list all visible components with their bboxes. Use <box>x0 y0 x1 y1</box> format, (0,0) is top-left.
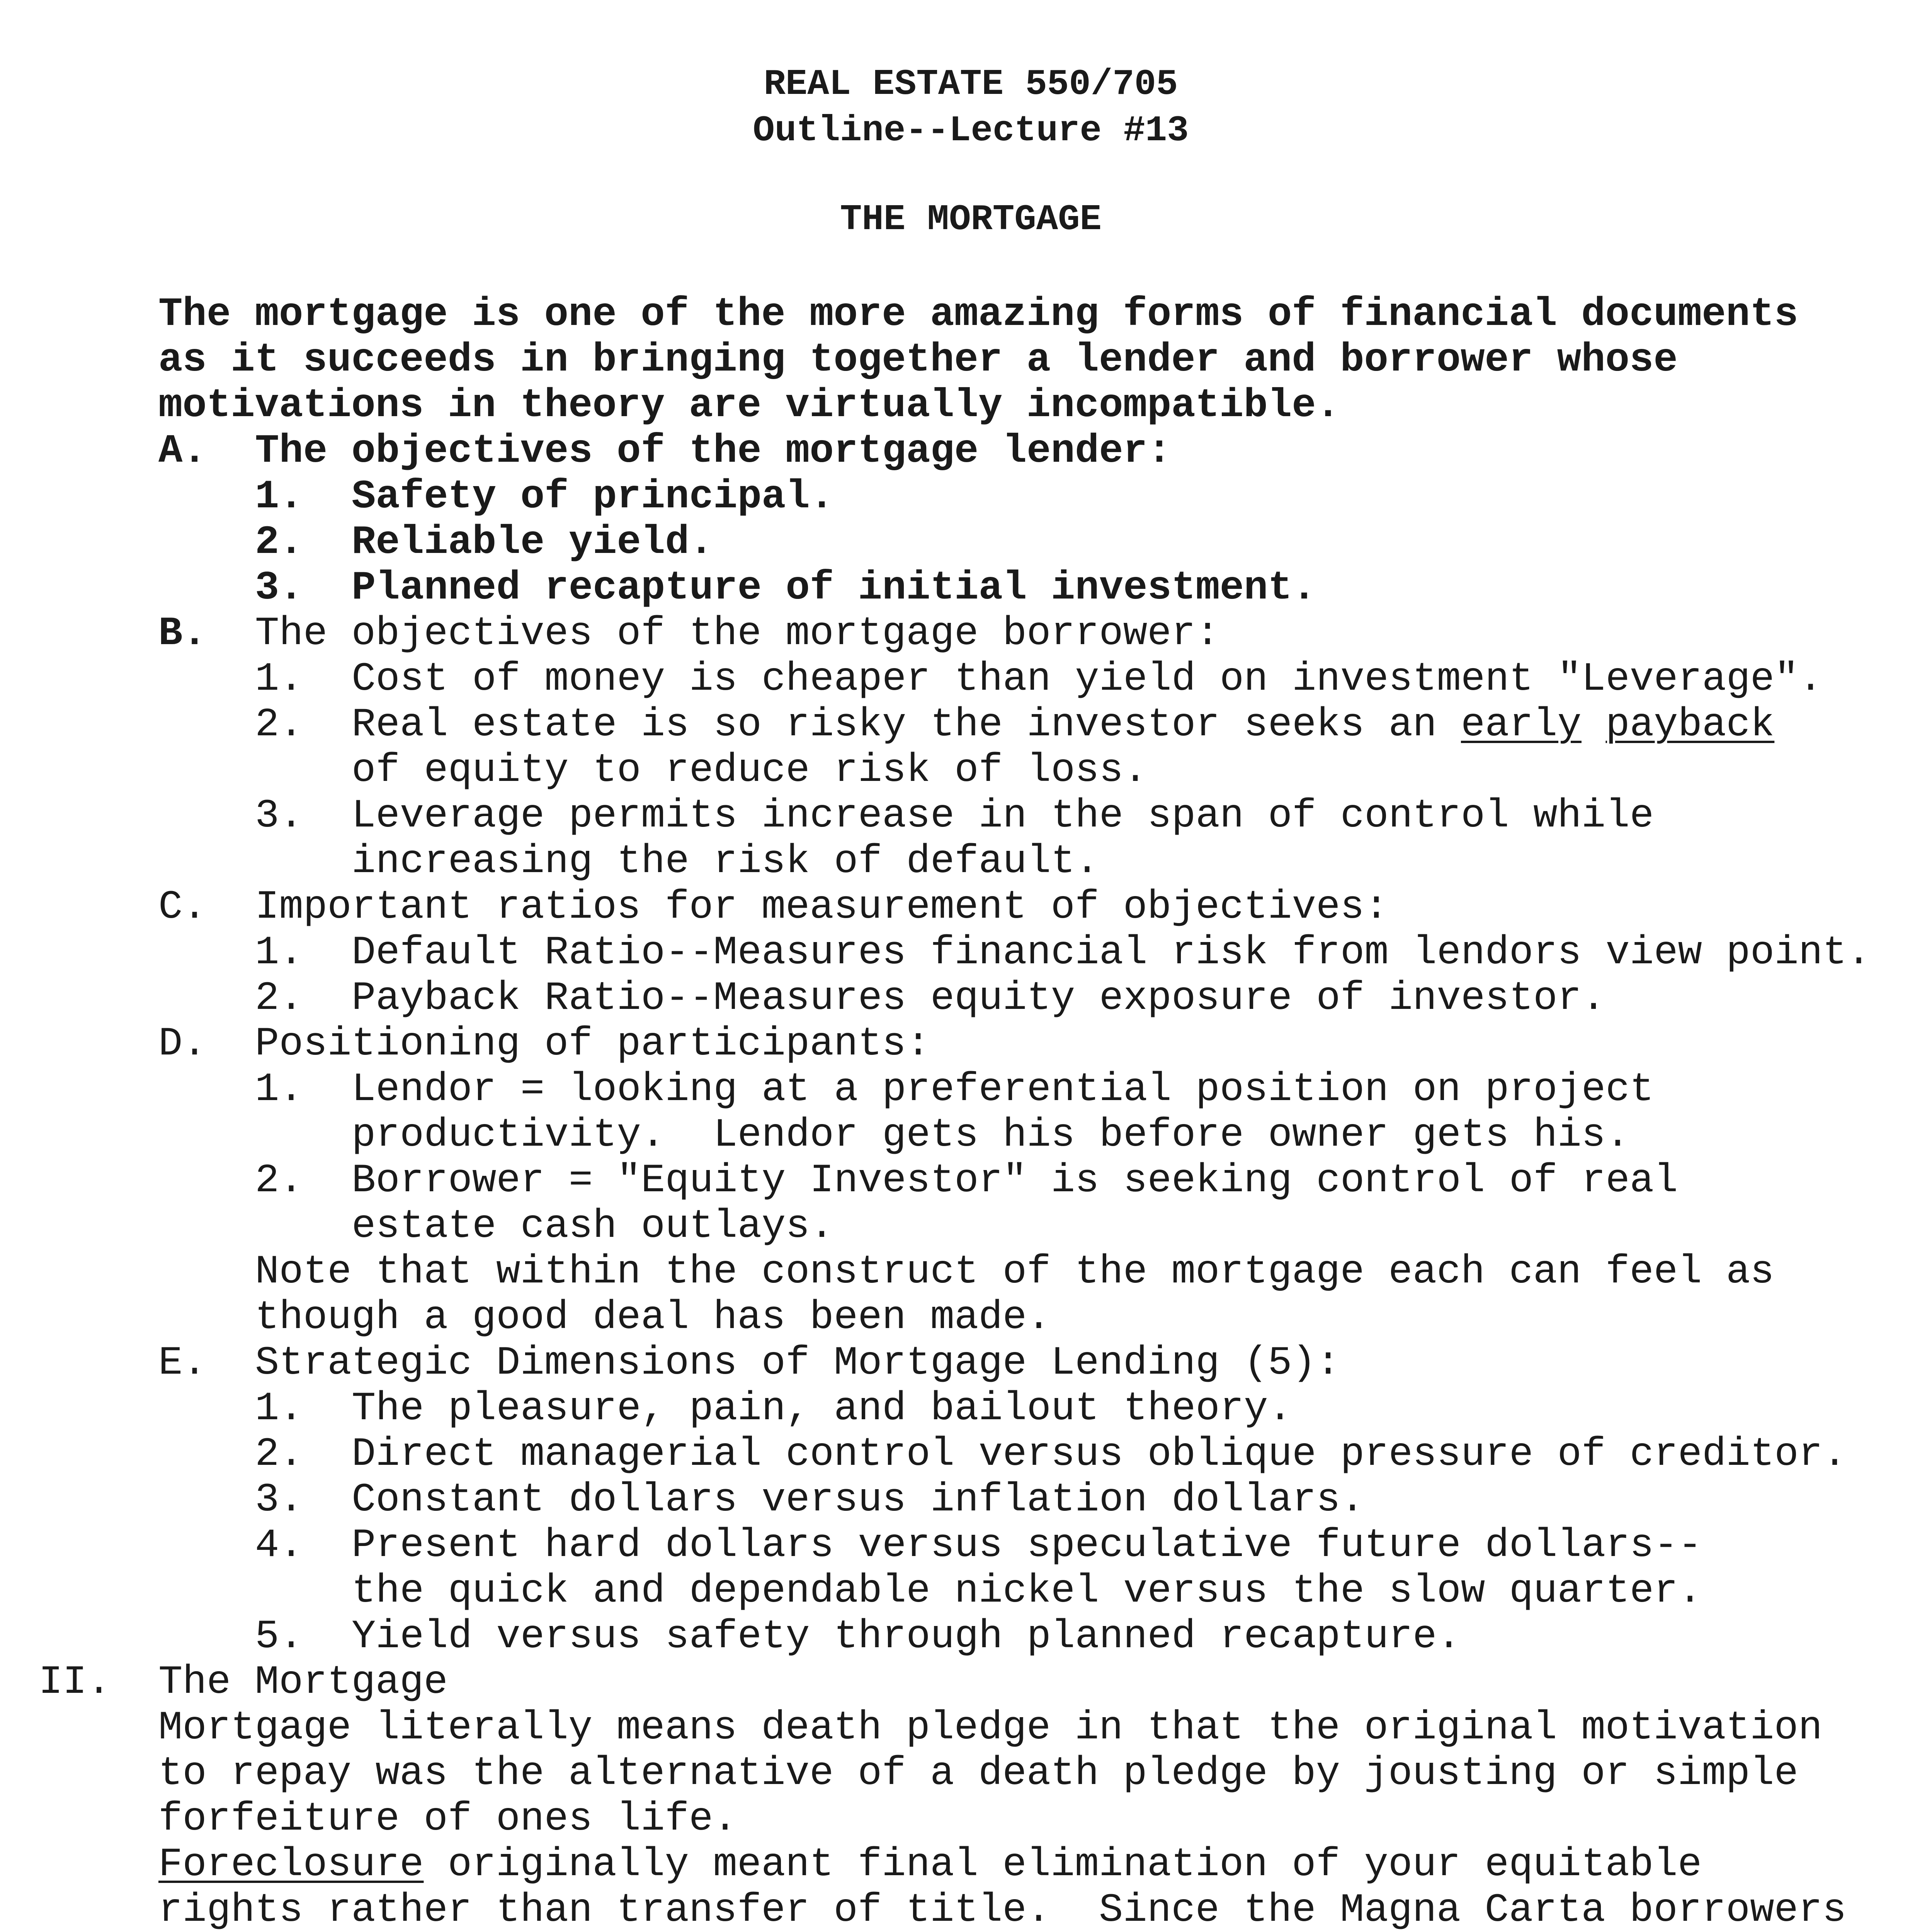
intro-line: as it succeeds in bringing together a lender and borrower whose <box>158 337 1678 383</box>
section-title: Important ratios for measurement of objectives: <box>255 884 1389 930</box>
underlined-word: Foreclosure <box>158 1842 424 1888</box>
list-item <box>255 1067 1654 1112</box>
paragraph-line: Mortgage literally means death pledge in that the original motivation <box>158 1705 1823 1751</box>
section-title: Strategic Dimensions of Mortgage Lending (5): <box>255 1340 1340 1386</box>
item-text: Leverage permits increase in the span of control while <box>352 793 1654 839</box>
section-b-heading <box>158 611 1219 656</box>
intro-line: The mortgage is one of the more amazing forms of financial documents <box>158 292 1798 337</box>
list-item <box>255 793 1654 839</box>
list-item <box>255 1523 1702 1568</box>
section-label: II. <box>39 1660 111 1705</box>
item-text <box>1582 702 1605 748</box>
list-item <box>255 976 1605 1021</box>
item-number: 1. <box>255 656 303 702</box>
section-e-heading <box>158 1340 1340 1386</box>
underlined-word: payback <box>1605 702 1775 748</box>
course-title: REAL ESTATE 550/705 <box>764 64 1178 105</box>
lecture-title: Outline--Lecture #13 <box>753 111 1189 151</box>
page-title: THE MORTGAGE <box>840 199 1102 240</box>
paragraph-line: to repay was the alternative of a death pledge by jousting or simple <box>158 1751 1798 1796</box>
section-title: Positioning of participants: <box>255 1021 930 1067</box>
item-number: 1. <box>255 930 303 976</box>
item-text: Safety of principal. <box>352 474 834 520</box>
item-text: Constant dollars versus inflation dollars. <box>352 1477 1365 1523</box>
paragraph-line <box>158 1842 1702 1888</box>
item-number: 4. <box>255 1523 303 1568</box>
item-text: Reliable yield. <box>352 520 714 565</box>
item-text: Cost of money is cheaper than yield on investment "Leverage". <box>352 656 1823 702</box>
section-c-heading <box>158 884 1388 930</box>
list-item <box>255 1614 1461 1660</box>
section-label: D. <box>158 1021 207 1067</box>
item-number: 3. <box>255 1477 303 1523</box>
item-number: 1. <box>255 1386 303 1432</box>
item-text: Lendor = looking at a preferential position on project <box>352 1067 1654 1112</box>
list-item <box>255 565 1316 611</box>
section-title: The objectives of the mortgage borrower: <box>255 611 1220 656</box>
item-text: Planned recapture of initial investment. <box>352 565 1316 611</box>
list-item <box>255 702 1774 748</box>
section-title: The objectives of the mortgage lender: <box>255 429 1172 474</box>
note-line: though a good deal has been made. <box>255 1295 1051 1340</box>
item-text: Borrower = "Equity Investor" is seeking control of real <box>352 1158 1678 1204</box>
item-text: Yield versus safety through planned recapture. <box>352 1614 1461 1660</box>
item-text: Payback Ratio--Measures equity exposure of investor. <box>352 976 1606 1021</box>
item-number: 1. <box>255 474 303 520</box>
item-number: 1. <box>255 1067 303 1112</box>
item-number: 3. <box>255 793 303 839</box>
paragraph-text: originally meant final elimination of your equitable <box>423 1842 1702 1888</box>
list-item <box>255 930 1871 976</box>
section-title: The Mortgage <box>158 1660 448 1705</box>
list-item <box>255 474 834 520</box>
list-item <box>255 1386 1292 1432</box>
list-item <box>255 656 1823 702</box>
item-text: The pleasure, pain, and bailout theory. <box>352 1386 1292 1432</box>
section-d-heading <box>158 1021 930 1067</box>
item-text: Present hard dollars versus speculative future dollars-- <box>352 1523 1702 1568</box>
section-label: A. <box>158 429 207 474</box>
item-text: Default Ratio--Measures financial risk from lendors view point. <box>352 930 1871 976</box>
item-text: Direct managerial control versus oblique pressure of creditor. <box>352 1432 1847 1477</box>
item-number: 2. <box>255 702 303 748</box>
item-number: 2. <box>255 520 303 565</box>
item-number: 5. <box>255 1614 303 1660</box>
section-label: E. <box>158 1340 207 1386</box>
item-number: 2. <box>255 1432 303 1477</box>
section-a-heading <box>158 429 1172 474</box>
intro-line: motivations in theory are virtually incompatible. <box>158 383 1340 429</box>
section-label: B. <box>158 611 207 656</box>
underlined-word: early <box>1461 702 1582 748</box>
item-number: 2. <box>255 1158 303 1204</box>
item-continuation: of equity to reduce risk of loss. <box>352 748 1148 793</box>
section-label: C. <box>158 884 207 930</box>
item-continuation: estate cash outlays. <box>352 1204 834 1249</box>
item-number: 3. <box>255 565 303 611</box>
list-item <box>255 1432 1847 1477</box>
item-number: 2. <box>255 976 303 1021</box>
item-continuation: productivity. Lendor gets his before owner gets his. <box>352 1112 1630 1158</box>
list-item <box>255 1477 1364 1523</box>
note-line: Note that within the construct of the mortgage each can feel as <box>255 1249 1774 1295</box>
item-continuation: the quick and dependable nickel versus the slow quarter. <box>352 1568 1702 1614</box>
paragraph-line: forfeiture of ones life. <box>158 1796 737 1842</box>
item-text: Real estate is so risky the investor seeks an <box>352 702 1461 748</box>
item-continuation: increasing the risk of default. <box>352 839 1099 884</box>
section-ii-heading <box>39 1660 448 1705</box>
paragraph-line: rights rather than transfer of title. Since the Magna Carta borrowers <box>158 1888 1847 1932</box>
list-item <box>255 520 713 565</box>
list-item <box>255 1158 1678 1204</box>
